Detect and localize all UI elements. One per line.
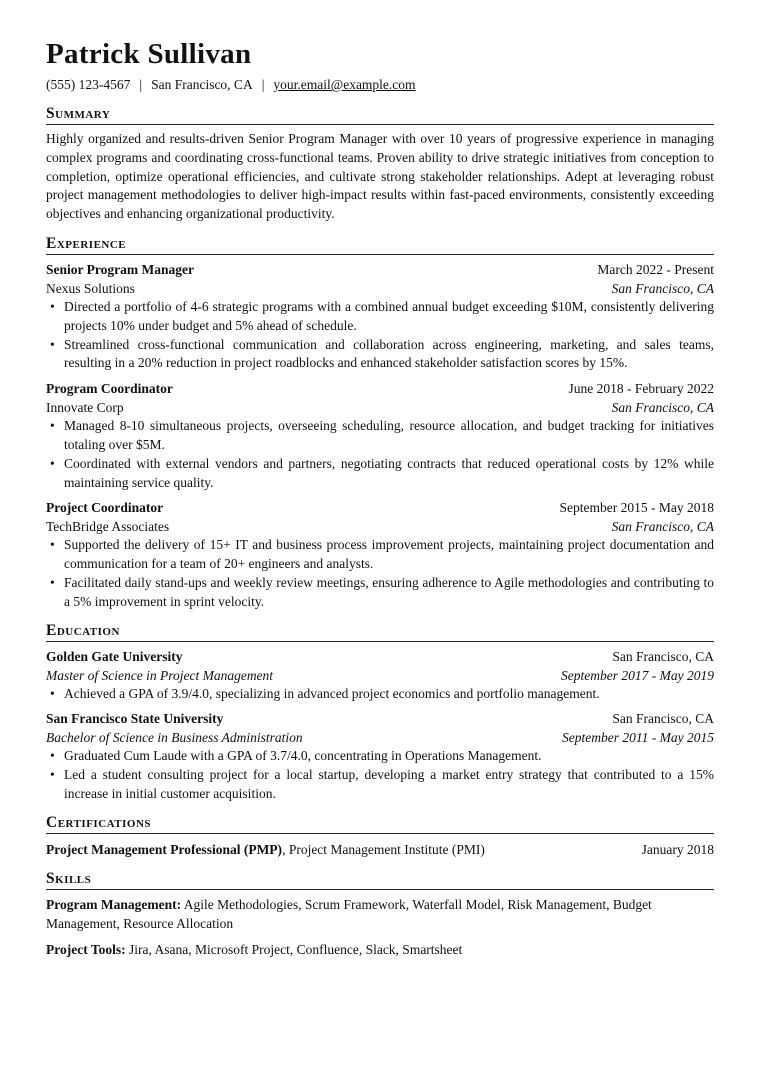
bullet-dot: •: [50, 336, 55, 352]
education-subheader: [46, 666, 714, 685]
skill-group: [46, 941, 714, 960]
certification-date: January 2018: [641, 841, 714, 857]
section-title-summary: Summary: [46, 104, 714, 125]
section-title-experience: Experience: [46, 234, 714, 255]
degree-name: Master of Science in Project Management: [46, 667, 274, 683]
job-subheader: [46, 517, 714, 536]
job-entry: [46, 498, 714, 611]
job-company: Innovate Corp: [46, 400, 124, 416]
job-entry: [46, 379, 714, 492]
job-header: [46, 498, 714, 517]
school-name: Golden Gate University: [46, 648, 183, 664]
bullet-item: [46, 455, 714, 493]
skill-group-items: Jira, Asana, Microsoft Project, Confluence, Slack, Smartsheet: [129, 942, 463, 958]
education-dates: September 2011 - May 2015: [562, 730, 714, 746]
bullet-item: [46, 536, 714, 574]
contact-line: [46, 76, 714, 94]
education-bullets: [46, 685, 714, 704]
job-entry: [46, 260, 714, 373]
skill-group: [46, 896, 714, 934]
school-name: San Francisco State University: [46, 711, 224, 727]
bullet-dot: •: [50, 685, 55, 701]
bullet-item: [46, 685, 714, 704]
job-dates: June 2018 - February 2022: [568, 381, 714, 397]
bullet-item: [46, 298, 714, 336]
bullet-text: Coordinated with external vendors and partners, negotiating contracts that reduced operational costs by 12% while maintaining service quality.: [64, 455, 714, 490]
education-entry: [46, 709, 714, 803]
certification-issuer: , Project Management Institute (PMI): [282, 841, 485, 857]
bullet-item: [46, 417, 714, 455]
school-location: San Francisco, CA: [612, 648, 714, 664]
bullet-item: [46, 336, 714, 374]
candidate-name: Patrick Sullivan: [46, 38, 252, 70]
education-header: [46, 647, 714, 666]
bullet-text: Supported the delivery of 15+ IT and business process improvement projects, maintaining project documentation and communication for a team of 20+ engineers and analysts.: [64, 537, 714, 572]
certification-name: Project Management Professional (PMP): [46, 841, 283, 857]
bullet-text: Streamlined cross-functional communication and collaboration across engineering, marketing, and sales teams, resulting in a 20% reduction in project roadblocks and enhanced stakeholder satisfaction scores by 15%.: [64, 336, 714, 371]
certification-entry: [46, 840, 714, 859]
job-bullets: [46, 417, 714, 492]
job-role: Project Coordinator: [46, 500, 164, 516]
contact-separator: |: [139, 77, 143, 92]
bullet-dot: •: [50, 537, 55, 553]
bullet-item: [46, 747, 714, 766]
job-subheader: [46, 398, 714, 417]
job-subheader: [46, 279, 714, 298]
job-bullets: [46, 298, 714, 373]
summary-text: Highly organized and results-driven Senior Program Manager with over 10 years of progressive experience in managing complex programs and coordinating cross-functional teams. Proven ability to drive strategic initiatives from conception to completion, optimize operational efficiencies, and cultivate strong stakeholder relationships. Adept at leveraging robust project management methodologies to deliver high-impact results within fast-paced environments, consistently exceeding objectives and enhancing organizational productivity.: [46, 131, 714, 222]
bullet-dot: •: [50, 767, 55, 783]
job-company: Nexus Solutions: [46, 280, 135, 296]
job-role: Program Coordinator: [46, 381, 173, 397]
education-dates: September 2017 - May 2019: [561, 667, 714, 683]
job-role: Senior Program Manager: [46, 261, 194, 277]
bullet-text: Led a student consulting project for a local startup, developing a market entry strategy that contributed to a 15% increase in initial customer acquisition.: [64, 767, 714, 801]
bullet-item: [46, 766, 714, 804]
bullet-dot: •: [50, 418, 55, 434]
bullet-dot: •: [50, 455, 55, 471]
job-bullets: [46, 536, 714, 611]
certification-text: [46, 840, 485, 859]
location: San Francisco, CA: [151, 77, 253, 92]
bullet-text: Directed a portfolio of 4-6 strategic programs with a combined annual budget exceeding $10M, consistently delivering projects 10% under budget and 5% ahead of schedule.: [64, 298, 714, 333]
contact-separator: |: [261, 77, 265, 92]
bullet-dot: •: [50, 574, 55, 590]
education-entry: [46, 647, 714, 704]
section-title-education: Education: [46, 621, 714, 642]
bullet-text: Facilitated daily stand-ups and weekly review meetings, ensuring adherence to Agile methodologies and contributing to a 5% improvement in sprint velocity.: [64, 574, 714, 609]
education-subheader: [46, 728, 714, 747]
school-location: San Francisco, CA: [612, 711, 714, 727]
job-company: TechBridge Associates: [46, 519, 170, 535]
bullet-text: Managed 8-10 simultaneous projects, overseeing scheduling, resource allocation, and budget tracking for initiatives totaling over $5M.: [64, 418, 714, 452]
bullet-dot: •: [50, 298, 55, 314]
bullet-dot: •: [50, 748, 55, 764]
job-dates: September 2015 - May 2018: [559, 500, 714, 516]
job-header: [46, 379, 714, 398]
section-title-skills: Skills: [46, 869, 714, 890]
bullet-item: [46, 574, 714, 612]
education-bullets: [46, 747, 714, 803]
job-location: San Francisco, CA: [611, 519, 714, 535]
email-link[interactable]: your.email@example.com: [273, 77, 416, 92]
skill-group-items: Agile Methodologies, Scrum Framework, Waterfall Model, Risk Management, Budget Management, Resource Allocation: [46, 896, 652, 931]
bullet-text: Graduated Cum Laude with a GPA of 3.7/4.0, concentrating in Operations Management.: [64, 748, 542, 764]
section-title-certifications: Certifications: [46, 813, 714, 834]
bullet-text: Achieved a GPA of 3.9/4.0, specializing in advanced project economics and portfolio management.: [64, 685, 600, 701]
skill-group-label: Program Management:: [46, 896, 182, 912]
degree-name: Bachelor of Science in Business Administration: [46, 730, 303, 746]
education-header: [46, 709, 714, 728]
job-header: [46, 260, 714, 279]
job-location: San Francisco, CA: [611, 400, 714, 416]
phone-number: (555) 123-4567: [46, 77, 131, 92]
job-dates: March 2022 - Present: [597, 261, 714, 277]
job-location: San Francisco, CA: [611, 280, 714, 296]
skill-group-label: Project Tools:: [46, 942, 126, 958]
